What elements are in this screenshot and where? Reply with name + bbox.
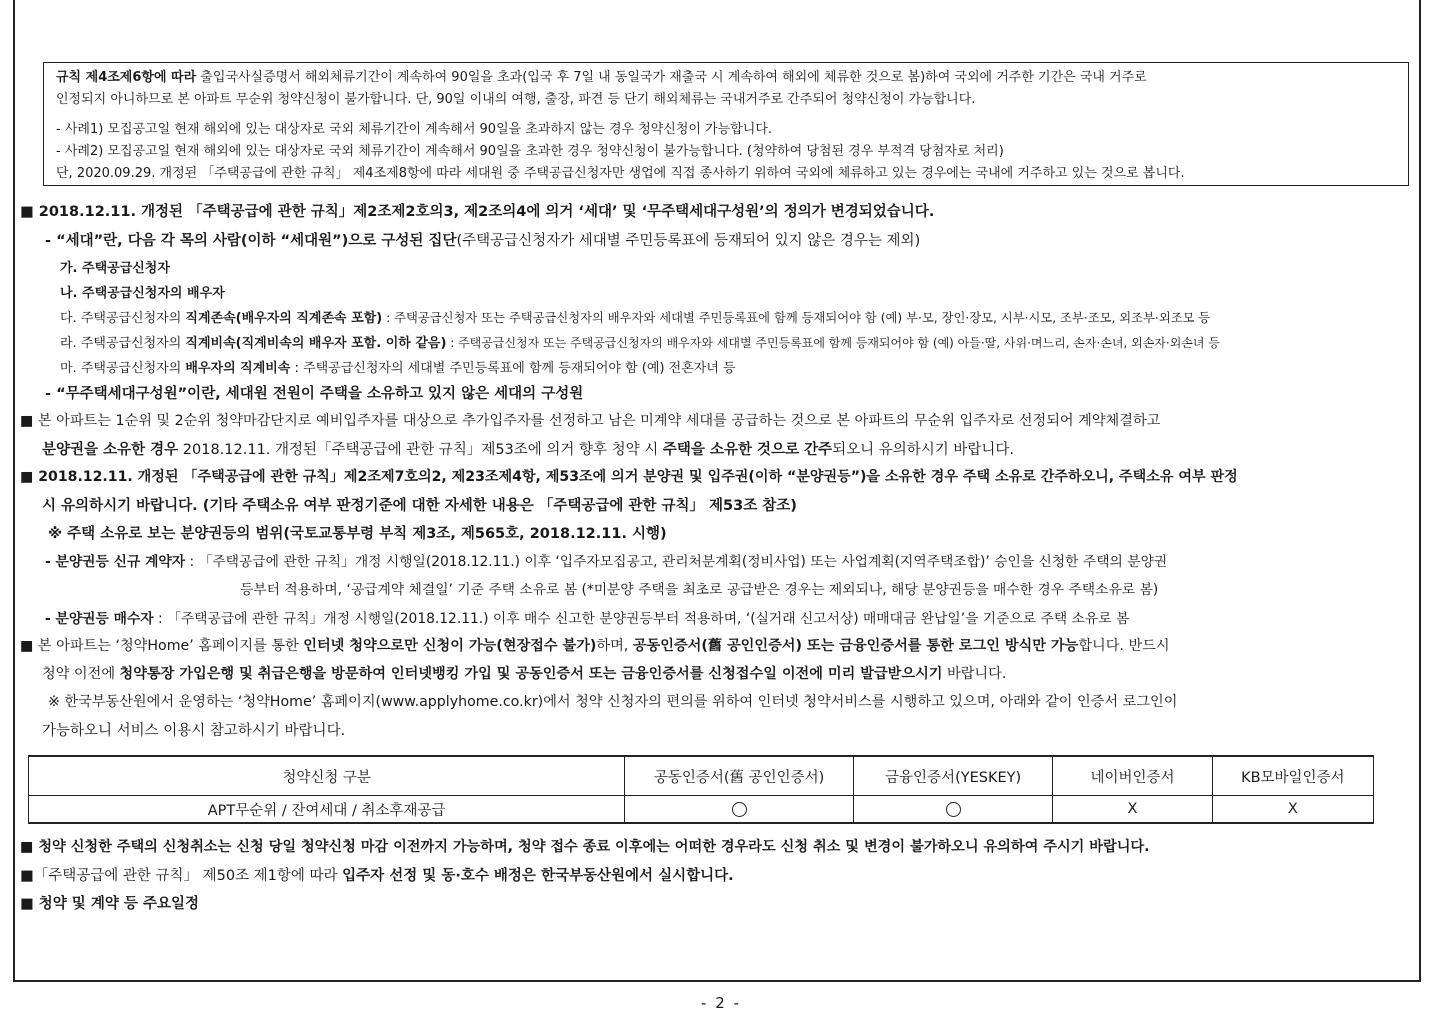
header-financial-cert: 금융인증서(YESKEY)	[853, 756, 1052, 796]
row-joint-cert	[625, 796, 854, 824]
available-circle-icon	[732, 802, 747, 817]
household-item-na: 나. 주택공급신청자의 배우자	[60, 286, 225, 301]
presale-rights-line1: ■ 2018.12.11. 개정된 「주택공급에 관한 규칙」제2조제7호의2, 제23조제4항, 제53조에 의거 분양권 및 입주권(이하 “분양권등”)을 소유한 경우 주택 소유로 간주하오니, 주택소유 여부 판정	[20, 469, 1238, 485]
presale-rights-line2: 시 유의하시기 바랍니다. (기타 주택소유 여부 판정기준에 대한 자세한 내용은 「주택공급에 관한 규칙」 제53조 참조)	[42, 498, 797, 514]
notice-case2: - 사례2) 모집공고일 현재 해외에 있는 대상자로 국외 체류기간이 계속해서 90일을 초과한 경우 청약신청이 불가능합니다. (청약하여 당첨된 경우 부적격 당첨자로 처리)	[56, 144, 1004, 159]
table-header-row	[29, 756, 1374, 796]
online-only-line2: 청약 이전에 청약통장 가입은행 및 취급은행을 방문하여 인터넷뱅킹 가입 및 공동인증서 또는 금융인증서를 신청접수일 이전에 미리 발급받으시기 바랍니다.	[42, 666, 1007, 682]
household-item-da: 다. 주택공급신청자의 직계존속(배우자의 직계존속 포함) : 주택공급신청자 또는 주택공급신청자의 배우자와 세대별 주민등록표에 함께 등재되어야 함 (예) 부·모, 장인·장모, 시부·시모, 조부·조모, 외조부·외조모 등	[60, 311, 1211, 326]
row-financial-cert	[853, 796, 1052, 824]
header-category: 청약신청 구분	[29, 756, 625, 796]
available-circle-icon	[946, 802, 961, 817]
row-naver-cert: X	[1053, 796, 1212, 824]
household-item-ra: 라. 주택공급신청자의 직계비속(직계비속의 배우자 포함. 이하 같음) : 주택공급신청자 또는 주택공급신청자의 배우자와 세대별 주민등록표에 함께 등재되어야 함 (예) 아들·딸, 사위·며느리, 손자·손녀, 외손자·외손녀 등	[60, 336, 1220, 351]
household-item-ma: 마. 주택공급신청자의 배우자의 직계비속 : 주택공급신청자의 세대별 주민등록표에 함께 등재되어야 함 (예) 전혼자녀 등	[60, 361, 736, 376]
header-joint-cert: 공동인증서(舊 공인인증서)	[625, 756, 854, 796]
page-number: - 2 -	[701, 994, 741, 1012]
unsold-notice-line2: 분양권을 소유한 경우 2018.12.11. 개정된「주택공급에 관한 규칙」제53조에 의거 향후 청약 시 주택을 소유한 것으로 간주되오니 유의하시기 바랍니다.	[42, 442, 1015, 458]
row-kb-cert: X	[1212, 796, 1373, 824]
household-heading: ■ 2018.12.11. 개정된 「주택공급에 관한 규칙」제2조제2호의3, 제2조의4에 의거 ‘세대’ 및 ‘무주택세대구성원’의 정의가 변경되었습니다.	[20, 204, 935, 220]
notice-line1: 출입국사실증명서 해외체류기간이 계속하여 90일을 초과(입국 후 7일 내 동일국가 재출국 시 계속하여 해외에 체류한 것으로 봄)하여 국외에 거주한 기간은 국내 거주로	[196, 70, 1147, 85]
household-definition: - “세대”란, 다음 각 목의 사람(이하 “세대원”)으로 구성된 집단(주택공급신청자가 세대별 주민등록표에 등재되어 있지 않은 경우는 제외)	[45, 233, 921, 249]
cancel-notice: ■ 청약 신청한 주택의 신청취소는 신청 당일 청약신청 마감 이전까지 가능하며, 청약 접수 종료 이후에는 어떠한 경우라도 신청 취소 및 변경이 불가하오니 유의하여 주시기 바랍니다.	[20, 839, 1150, 855]
notice-line2: 인정되지 아니하므로 본 아파트 무순위 청약신청이 불가합니다. 단, 90일 이내의 여행, 출장, 파견 등 단기 해외체류는 국내거주로 간주되어 청약신청이 가능합니다.	[56, 92, 976, 107]
applyhome-note-line2: 가능하오니 서비스 이용시 참고하시기 바랍니다.	[42, 723, 346, 739]
row-category: APT무순위 / 잔여세대 / 취소후재공급	[29, 796, 625, 824]
new-contractor-rule-cont: 등부터 적용하며, ‘공급계약 체결일’ 기준 주택 소유로 봄 (*미분양 주택을 최초로 공급받은 경우는 제외되나, 해당 분양권등을 매수한 경우 주택소유로 봄)	[240, 582, 1159, 598]
online-only-line1: ■ 본 아파트는 ‘청약Home’ 홈페이지를 통한 인터넷 청약으로만 신청이 가능(현장접수 불가)하며, 공동인증서(舊 공인인증서) 또는 금융인증서를 통한 로그인 방식만 가능합니다. 반드시	[20, 638, 1170, 654]
homeless-member-definition: - “무주택세대구성원”이란, 세대원 전원이 주택을 소유하고 있지 않은 세대의 구성원	[45, 386, 584, 402]
presale-rights-scope: ※ 주택 소유로 보는 분양권등의 범위(국토교통부령 부칙 제3조, 제565호, 2018.12.11. 시행)	[48, 526, 667, 542]
notice-case1: - 사례1) 모집공고일 현재 해외에 있는 대상자로 국외 체류기간이 계속해서 90일을 초과하지 않는 경우 청약신청이 가능합니다.	[56, 122, 773, 137]
applyhome-note-line1: ※ 한국부동산원에서 운영하는 ‘청약Home’ 홈페이지(www.applyhome.co.kr)에서 청약 신청자의 편의를 위하여 인터넷 청약서비스를 시행하고 있으며, 아래와 같이 인증서 로그인이	[48, 694, 1178, 710]
table-row	[29, 796, 1374, 824]
buyer-rule: - 분양권등 매수자 : 「주택공급에 관한 규칙」개정 시행일(2018.12.11.) 이후 매수 신고한 분양권등부터 적용하며, ‘(실거래 신고서상) 매매대금 완납일’을 기준으로 주택 소유로 봄	[45, 611, 1130, 627]
notice-case3: 단, 2020.09.29. 개정된 「주택공급에 관한 규칙」 제4조제8항에 따라 세대원 중 주택공급신청자만 생업에 직접 종사하기 위하여 국외에 체류하고 있는 경우에는 국내에 거주하고 있는 것으로 봅니다.	[56, 166, 1185, 181]
notice-rule-ref: 규칙 제4조제6항에 따라	[56, 70, 197, 85]
header-kb-cert: KB모바일인증서	[1212, 756, 1373, 796]
new-contractor-rule: - 분양권등 신규 계약자 : 「주택공급에 관한 규칙」개정 시행일(2018.12.11.) 이후 ‘입주자모집공고, 관리처분계획(정비사업) 또는 사업계획(지역주택조합)’ 승인을 신청한 주택의 분양권	[45, 554, 1168, 570]
schedule-heading: ■ 청약 및 계약 등 주요일정	[20, 896, 200, 912]
certificate-table	[28, 755, 1374, 824]
overseas-residence-notice	[43, 62, 1409, 186]
unsold-notice-line1: ■ 본 아파트는 1순위 및 2순위 청약마감단지로 예비입주자를 대상으로 추가입주자를 선정하고 남은 미계약 세대를 공급하는 것으로 본 아파트의 무순위 입주자로 선정되어 계약체결하고	[20, 413, 1161, 429]
household-item-ga: 가. 주택공급신청자	[60, 261, 170, 276]
header-naver-cert: 네이버인증서	[1053, 756, 1212, 796]
selection-notice: ■「주택공급에 관한 규칙」 제50조 제1항에 따라 입주자 선정 및 동·호수 배정은 한국부동산원에서 실시합니다.	[20, 868, 734, 884]
